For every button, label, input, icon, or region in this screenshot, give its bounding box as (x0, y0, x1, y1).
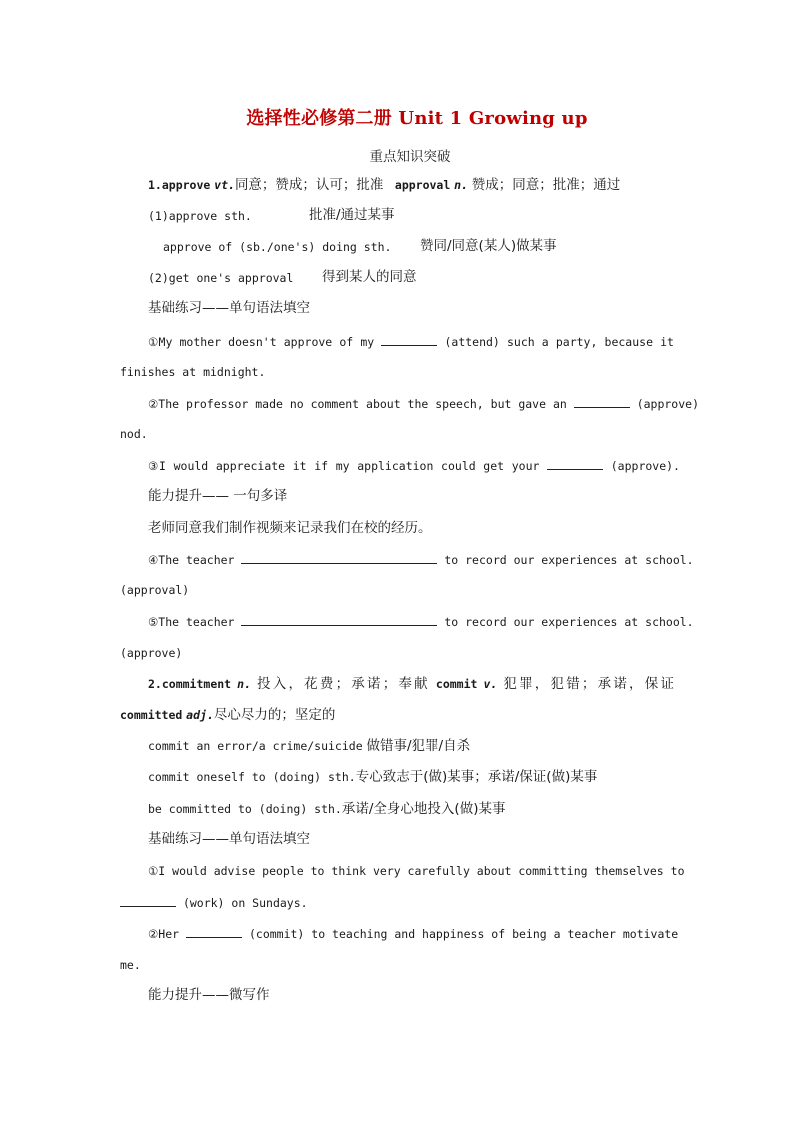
exercise-text: finishes at midnight. (120, 365, 266, 379)
exercise-text: ②The professor made no comment about the speech, but gave an (148, 397, 567, 411)
headword-meaning: 投入，花费；承诺；奉献 (257, 676, 430, 692)
phrase-line (148, 270, 293, 286)
answer-blank[interactable] (186, 925, 242, 938)
headword: commitment (161, 677, 232, 691)
phrase-line (148, 738, 470, 754)
exercise-item (148, 613, 694, 630)
exercise-text: ①My mother doesn't approve of my (148, 335, 375, 349)
exercise-item (148, 925, 679, 942)
phrase-en: be committed to (doing) sth. (148, 802, 342, 816)
part-of-speech: n. (454, 178, 468, 192)
section-subtitle: 重点知识突破 (369, 149, 451, 165)
answer-blank[interactable] (241, 551, 437, 564)
exercise-text: (approve). (610, 459, 680, 473)
part-of-speech: n. (237, 677, 251, 691)
exercise-item (148, 395, 699, 412)
exercise-text: ③I would appreciate it if my application could get your (148, 459, 540, 473)
entry-number: 1. (148, 178, 162, 192)
entry-commitment-heading (148, 676, 674, 692)
part-of-speech: v. (483, 677, 498, 691)
entry-approve-heading (148, 177, 620, 193)
headword-meaning: 犯罪，犯错；承诺，保证 (503, 676, 674, 692)
headword: committed (120, 708, 183, 722)
translation-sentence: 老师同意我们制作视频来记录我们在校的经历。 (148, 520, 432, 536)
answer-blank[interactable] (120, 894, 176, 907)
exercise-text: (attend) such a party, because it (444, 335, 674, 349)
exercise-hint: (approval) (120, 583, 190, 597)
phrase-cn: 得到某人的同意 (322, 269, 417, 285)
exercise-hint: (approve) (120, 646, 183, 660)
headword-meaning: 赞成；同意；批准；通过 (471, 177, 621, 193)
answer-blank[interactable] (381, 333, 437, 346)
phrase-cn: 专心致志于(做)某事；承诺/保证(做)某事 (355, 769, 598, 785)
exercise-text: nod. (120, 427, 148, 441)
headword-meaning: 同意；赞成；认可；批准 (234, 177, 384, 193)
phrase-en: (1)approve sth. (148, 209, 252, 223)
exercise-text: (commit) to teaching and happiness of being a teacher motivate (248, 927, 679, 941)
exercise-label: 能力提升——微写作 (148, 987, 270, 1003)
exercise-label: 基础练习——单句语法填空 (148, 300, 310, 316)
exercise-label: 基础练习——单句语法填空 (148, 831, 310, 847)
exercise-item (148, 551, 694, 568)
phrase-line (148, 769, 597, 785)
exercise-text: ②Her (148, 927, 180, 941)
entry-committed-line (120, 707, 335, 723)
phrase-en: commit oneself to (doing) sth. (148, 770, 356, 784)
exercise-item (148, 333, 674, 350)
exercise-item (148, 457, 680, 474)
exercise-text: (work) on Sundays. (182, 896, 308, 910)
exercise-text: (approve) (636, 397, 699, 411)
phrase-en: approve of (sb./one's) doing sth. (163, 240, 392, 254)
exercise-text: to record our experiences at school. (444, 615, 694, 629)
phrase-en: (2)get one's approval (148, 271, 294, 285)
phrase-cn: 做错事/犯罪/自杀 (366, 738, 471, 754)
phrase-en: commit an error/a crime/suicide (148, 739, 363, 753)
exercise-item (120, 894, 308, 911)
headword-meaning: 尽心尽力的；坚定的 (213, 707, 336, 723)
phrase-cn: 赞同/同意(某人)做某事 (420, 238, 557, 254)
exercise-text: ⑤The teacher (148, 615, 235, 629)
exercise-text: me. (120, 958, 141, 972)
answer-blank[interactable] (547, 457, 603, 470)
part-of-speech: adj. (186, 708, 214, 722)
exercise-text: to record our experiences at school. (444, 553, 694, 567)
page-title: 选择性必修第二册 Unit 1 Growing up (246, 108, 588, 129)
headword: approve (161, 178, 211, 192)
exercise-label: 能力提升—— 一句多译 (148, 488, 288, 504)
part-of-speech: vt. (214, 178, 235, 192)
phrase-cn: 批准/通过某事 (309, 207, 395, 223)
exercise-text: ①I would advise people to think very carefully about committing themselves to (148, 864, 685, 878)
phrase-line (163, 239, 391, 255)
exercise-item (148, 863, 685, 879)
phrase-cn: 承诺/全身心地投入(做)某事 (341, 801, 506, 817)
headword: commit (435, 677, 478, 691)
exercise-text: ④The teacher (148, 553, 235, 567)
phrase-line (148, 208, 252, 224)
headword: approval (394, 178, 451, 192)
phrase-line (148, 801, 505, 817)
entry-number: 2. (148, 677, 162, 691)
answer-blank[interactable] (241, 613, 437, 626)
answer-blank[interactable] (574, 395, 630, 408)
